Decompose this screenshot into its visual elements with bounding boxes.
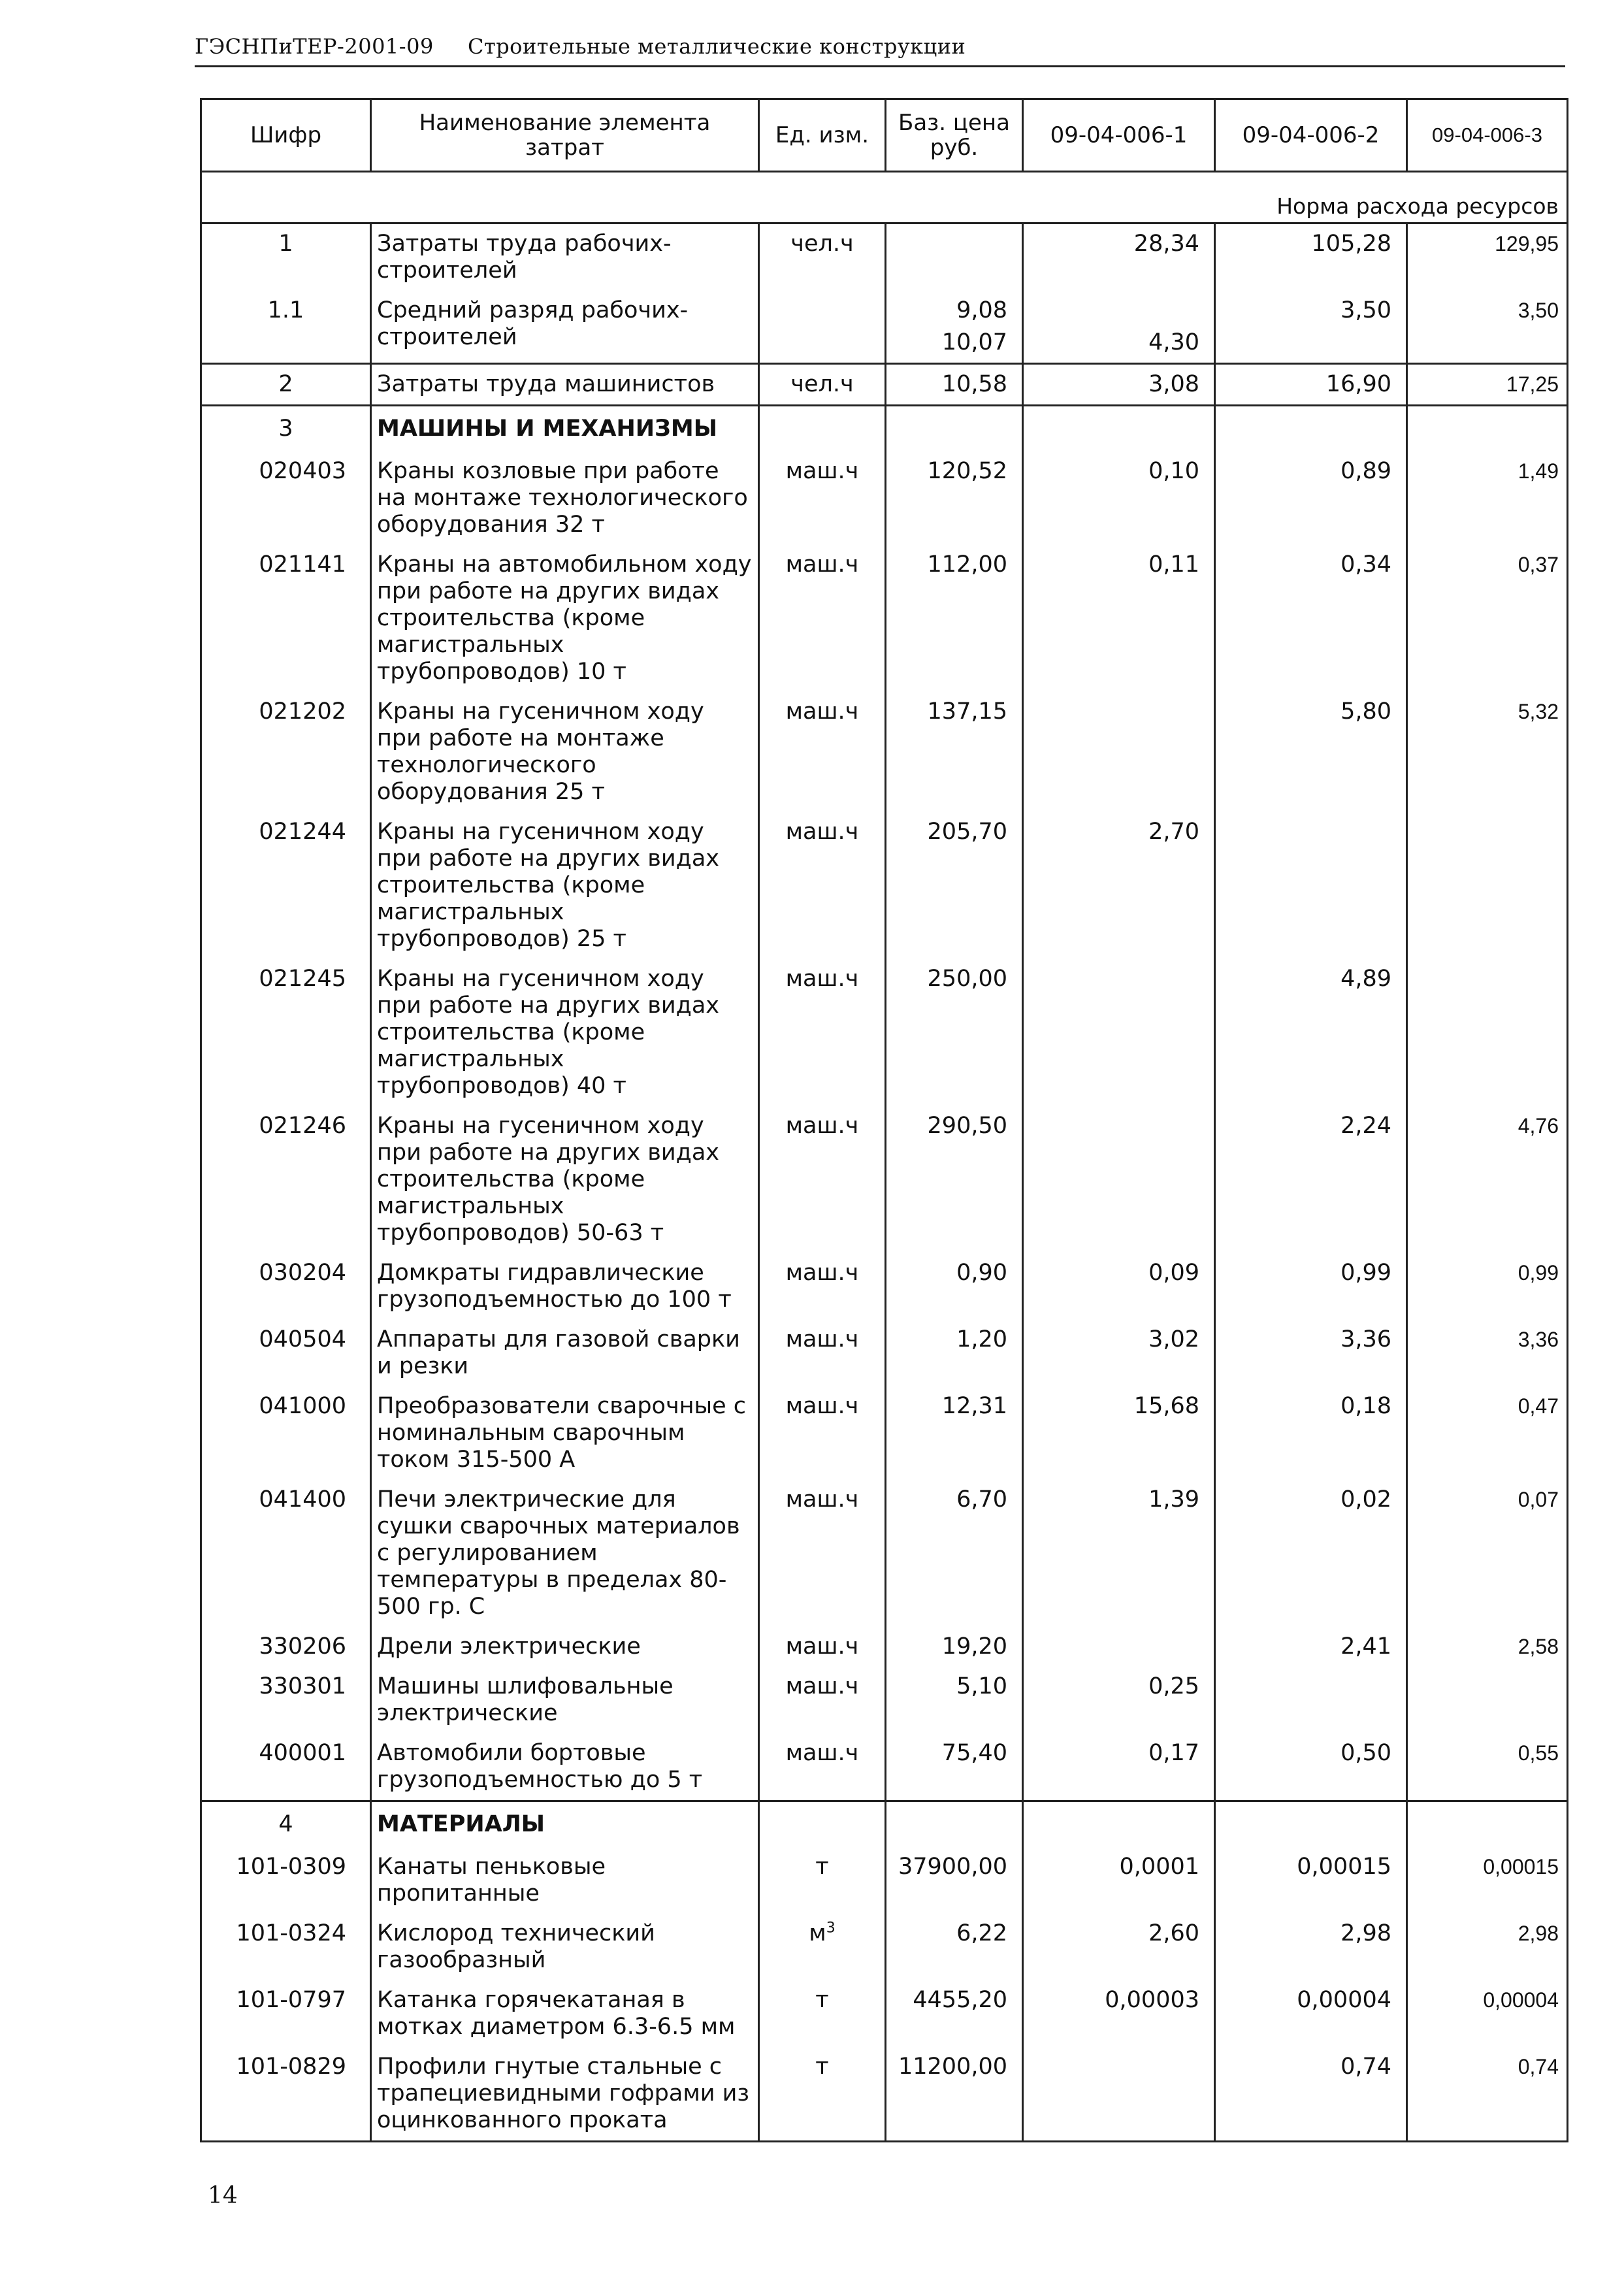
cell-code: 041400 — [201, 1480, 371, 1627]
section-row — [201, 1801, 1568, 1848]
cell-norm-1: 1,39 — [1023, 1480, 1215, 1627]
cell-norm-3: 0,55 — [1407, 1733, 1568, 1801]
cell-norm-3: 0,99 — [1407, 1253, 1568, 1320]
cell-name: Канаты пеньковые пропитанные — [371, 1847, 759, 1914]
cell-code: 1.1 — [201, 291, 371, 364]
cell-norm-1 — [1023, 692, 1215, 812]
cell-norm-1: 0,0001 — [1023, 1847, 1215, 1914]
cell-unit: т — [759, 2047, 886, 2142]
cell-price: 6,70 — [886, 1480, 1023, 1627]
cell-price: 19,20 — [886, 1627, 1023, 1667]
cell-name: Печи электрические для сушки сварочных материалов с регулированием температуры в пределах 80-500 гр. С — [371, 1480, 759, 1627]
cell-norm-3: 5,32 — [1407, 692, 1568, 812]
cell-price: 10,58 — [886, 364, 1023, 406]
cell-unit: маш.ч — [759, 959, 886, 1106]
cell-price: 11200,00 — [886, 2047, 1023, 2142]
cell-name: Краны на гусеничном ходу при работе на других видах строительства (кроме магистральных трубопроводов) 25 т — [371, 812, 759, 959]
cell-unit: маш.ч — [759, 1733, 886, 1801]
cell-norm-3: 3,50 — [1407, 291, 1568, 364]
table-row — [201, 1847, 1568, 1914]
cell-norm-3: 17,25 — [1407, 364, 1568, 406]
cell-price-line-2: 10,07 — [941, 329, 1007, 355]
cell-code: 101-0324 — [201, 1914, 371, 1980]
cell-norm-1 — [1023, 1627, 1215, 1667]
table-row — [201, 1733, 1568, 1801]
table-row — [201, 1627, 1568, 1667]
table-row — [201, 1386, 1568, 1480]
cell-unit: маш.ч — [759, 1320, 886, 1386]
cell-name: Автомобили бортовые грузоподъемностью до 5 т — [371, 1733, 759, 1801]
cell-price: 112,00 — [886, 545, 1023, 692]
table-row — [201, 451, 1568, 545]
norm-label-row — [201, 172, 1568, 223]
cell-norm-1 — [1023, 1106, 1215, 1253]
cell-norm-2: 0,00015 — [1215, 1847, 1407, 1914]
cell-norm-2: 0,18 — [1215, 1386, 1407, 1480]
cell-norm-2: 2,41 — [1215, 1627, 1407, 1667]
document-code: ГЭСНПиТЕР-2001-09 — [195, 34, 434, 59]
column-header-norm-1: 09-04-006-1 — [1023, 99, 1215, 172]
cell-unit: маш.ч — [759, 1253, 886, 1320]
table-header-row — [201, 99, 1568, 172]
cell-unit: чел.ч — [759, 223, 886, 291]
cell-norm-1: 3,02 — [1023, 1320, 1215, 1386]
cell-norm-2: 0,34 — [1215, 545, 1407, 692]
cell-name: Краны козловые при работе на монтаже технологического оборудования 32 т — [371, 451, 759, 545]
column-header-norm-3: 09-04-006-3 — [1407, 99, 1568, 172]
cell-norm-3: 2,58 — [1407, 1627, 1568, 1667]
cell-norm-1: 2,70 — [1023, 812, 1215, 959]
cell-unit-superscript: 3 — [826, 1920, 836, 1937]
cell-norm-1 — [1023, 291, 1215, 364]
cell-price-line-1: 9,08 — [956, 297, 1007, 323]
cell-norm-3: 1,49 — [1407, 451, 1568, 545]
cell-name: Профили гнутые стальные с трапециевидными гофрами из оцинкованного проката — [371, 2047, 759, 2142]
cell-code: 1 — [201, 223, 371, 291]
cell-unit: маш.ч — [759, 1667, 886, 1733]
cell-norm-2: 2,98 — [1215, 1914, 1407, 1980]
cell-norm-3 — [1407, 812, 1568, 959]
section-title: МАШИНЫ И МЕХАНИЗМЫ — [371, 406, 759, 452]
cell-norm-1: 15,68 — [1023, 1386, 1215, 1480]
cell-norm-1: 0,25 — [1023, 1667, 1215, 1733]
cell-unit: маш.ч — [759, 692, 886, 812]
cell-name: Краны на гусеничном ходу при работе на других видах строительства (кроме магистральных трубопроводов) 50-63 т — [371, 1106, 759, 1253]
cell-name: Средний разряд рабочих-строителей — [371, 291, 759, 364]
cell-unit: т — [759, 1980, 886, 2047]
cell-name: Дрели электрические — [371, 1627, 759, 1667]
table-row — [201, 692, 1568, 812]
cell-name: Затраты труда машинистов — [371, 364, 759, 406]
cell-code: 030204 — [201, 1253, 371, 1320]
cell-norm-1: 0,10 — [1023, 451, 1215, 545]
cell-unit-base: м — [809, 1920, 826, 1946]
cell-norm-3: 4,76 — [1407, 1106, 1568, 1253]
cell-price: 0,90 — [886, 1253, 1023, 1320]
cell-unit: маш.ч — [759, 1386, 886, 1480]
cell-norm-1-value: 4,30 — [1148, 329, 1199, 355]
cell-code: 020403 — [201, 451, 371, 545]
column-header-unit: Ед. изм. — [759, 99, 886, 172]
cell-norm-2: 0,00004 — [1215, 1980, 1407, 2047]
cell-norm-3: 0,07 — [1407, 1480, 1568, 1627]
cell-norm-1: 0,00003 — [1023, 1980, 1215, 2047]
cell-norm-1: 0,11 — [1023, 545, 1215, 692]
cell-price: 205,70 — [886, 812, 1023, 959]
cell-name: Машины шлифовальные электрические — [371, 1667, 759, 1733]
cell-norm-1: 3,08 — [1023, 364, 1215, 406]
cell-norm-2: 5,80 — [1215, 692, 1407, 812]
cell-norm-2: 0,89 — [1215, 451, 1407, 545]
document-title: Строительные металлические конструкции — [468, 34, 966, 59]
cell-code: 040504 — [201, 1320, 371, 1386]
cell-price: 75,40 — [886, 1733, 1023, 1801]
cell-price: 250,00 — [886, 959, 1023, 1106]
cell-name: Преобразователи сварочные с номинальным сварочным током 315-500 А — [371, 1386, 759, 1480]
cell-name: Кислород технический газообразный — [371, 1914, 759, 1980]
resource-norms-table — [200, 98, 1568, 2142]
cell-norm-1: 2,60 — [1023, 1914, 1215, 1980]
cell-norm-2 — [1215, 812, 1407, 959]
cell-price: 137,15 — [886, 692, 1023, 812]
cell-code: 2 — [201, 364, 371, 406]
cell-norm-3: 3,36 — [1407, 1320, 1568, 1386]
column-header-price: Баз. цена руб. — [886, 99, 1023, 172]
cell-name: Затраты труда рабочих-строителей — [371, 223, 759, 291]
cell-norm-1 — [1023, 2047, 1215, 2142]
table-row — [201, 1480, 1568, 1627]
table-row — [201, 291, 1568, 364]
cell-norm-1 — [1023, 959, 1215, 1106]
cell-norm-3 — [1407, 1667, 1568, 1733]
cell-norm-2: 0,74 — [1215, 2047, 1407, 2142]
cell-norm-3: 0,00004 — [1407, 1980, 1568, 2047]
cell-unit: маш.ч — [759, 1480, 886, 1627]
cell-norm-2: 3,36 — [1215, 1320, 1407, 1386]
cell-norm-1: 0,17 — [1023, 1733, 1215, 1801]
table-row — [201, 1980, 1568, 2047]
table-row — [201, 545, 1568, 692]
cell-code: 021202 — [201, 692, 371, 812]
cell-unit — [759, 1914, 886, 1980]
page-header — [195, 31, 1565, 67]
cell-name: Катанка горячекатаная в мотках диаметром 6.3-6.5 мм — [371, 1980, 759, 2047]
cell-code: 021245 — [201, 959, 371, 1106]
cell-norm-2: 0,02 — [1215, 1480, 1407, 1627]
cell-unit — [759, 291, 886, 364]
table-row — [201, 1253, 1568, 1320]
cell-price: 12,31 — [886, 1386, 1023, 1480]
cell-unit: чел.ч — [759, 364, 886, 406]
norm-label: Норма расхода ресурсов — [1276, 193, 1559, 219]
cell-name: Краны на гусеничном ходу при работе на монтаже технологического оборудования 25 т — [371, 692, 759, 812]
cell-price: 1,20 — [886, 1320, 1023, 1386]
cell-unit: маш.ч — [759, 1627, 886, 1667]
column-header-name: Наименование элемента затрат — [371, 99, 759, 172]
cell-norm-3: 2,98 — [1407, 1914, 1568, 1980]
cell-name: Краны на гусеничном ходу при работе на других видах строительства (кроме магистральных трубопроводов) 40 т — [371, 959, 759, 1106]
table-row — [201, 1914, 1568, 1980]
cell-norm-3: 0,74 — [1407, 2047, 1568, 2142]
cell-norm-2: 3,50 — [1215, 291, 1407, 364]
table-row — [201, 1320, 1568, 1386]
cell-norm-1: 28,34 — [1023, 223, 1215, 291]
cell-code: 400001 — [201, 1733, 371, 1801]
cell-price: 37900,00 — [886, 1847, 1023, 1914]
cell-norm-1: 0,09 — [1023, 1253, 1215, 1320]
cell-norm-2: 105,28 — [1215, 223, 1407, 291]
cell-price: 6,22 — [886, 1914, 1023, 1980]
cell-norm-2: 4,89 — [1215, 959, 1407, 1106]
cell-code: 101-0309 — [201, 1847, 371, 1914]
cell-unit: маш.ч — [759, 451, 886, 545]
cell-price: 4455,20 — [886, 1980, 1023, 2047]
cell-unit: маш.ч — [759, 545, 886, 692]
table-row — [201, 959, 1568, 1106]
column-header-norm-2: 09-04-006-2 — [1215, 99, 1407, 172]
cell-code: 101-0797 — [201, 1980, 371, 2047]
section-title: МАТЕРИАЛЫ — [371, 1801, 759, 1848]
cell-norm-2: 2,24 — [1215, 1106, 1407, 1253]
cell-unit: маш.ч — [759, 1106, 886, 1253]
cell-norm-3: 0,47 — [1407, 1386, 1568, 1480]
cell-price — [886, 291, 1023, 364]
cell-code: 330301 — [201, 1667, 371, 1733]
cell-norm-2: 16,90 — [1215, 364, 1407, 406]
cell-price — [886, 223, 1023, 291]
cell-price: 120,52 — [886, 451, 1023, 545]
cell-name: Краны на автомобильном ходу при работе на других видах строительства (кроме магистральных трубопроводов) 10 т — [371, 545, 759, 692]
cell-name: Аппараты для газовой сварки и резки — [371, 1320, 759, 1386]
cell-name: Домкраты гидравлические грузоподъемностью до 100 т — [371, 1253, 759, 1320]
table-row — [201, 1667, 1568, 1733]
table-row — [201, 364, 1568, 406]
table-row — [201, 1106, 1568, 1253]
cell-code: 021244 — [201, 812, 371, 959]
cell-norm-3: 0,37 — [1407, 545, 1568, 692]
cell-code: 330206 — [201, 1627, 371, 1667]
cell-norm-2: 0,50 — [1215, 1733, 1407, 1801]
table-row — [201, 223, 1568, 291]
cell-unit: маш.ч — [759, 812, 886, 959]
cell-code: 021246 — [201, 1106, 371, 1253]
cell-code: 3 — [201, 406, 371, 452]
column-header-shifr: Шифр — [201, 99, 371, 172]
cell-price: 5,10 — [886, 1667, 1023, 1733]
cell-norm-3: 0,00015 — [1407, 1847, 1568, 1914]
table-row — [201, 2047, 1568, 2142]
cell-norm-3 — [1407, 959, 1568, 1106]
cell-code: 041000 — [201, 1386, 371, 1480]
cell-price: 290,50 — [886, 1106, 1023, 1253]
cell-norm-2: 0,99 — [1215, 1253, 1407, 1320]
section-row — [201, 406, 1568, 452]
table-row — [201, 812, 1568, 959]
cell-norm-2 — [1215, 1667, 1407, 1733]
page-number: 14 — [208, 2182, 238, 2209]
cell-code: 101-0829 — [201, 2047, 371, 2142]
cell-norm-3: 129,95 — [1407, 223, 1568, 291]
cell-unit: т — [759, 1847, 886, 1914]
cell-code: 021141 — [201, 545, 371, 692]
cell-code: 4 — [201, 1801, 371, 1848]
